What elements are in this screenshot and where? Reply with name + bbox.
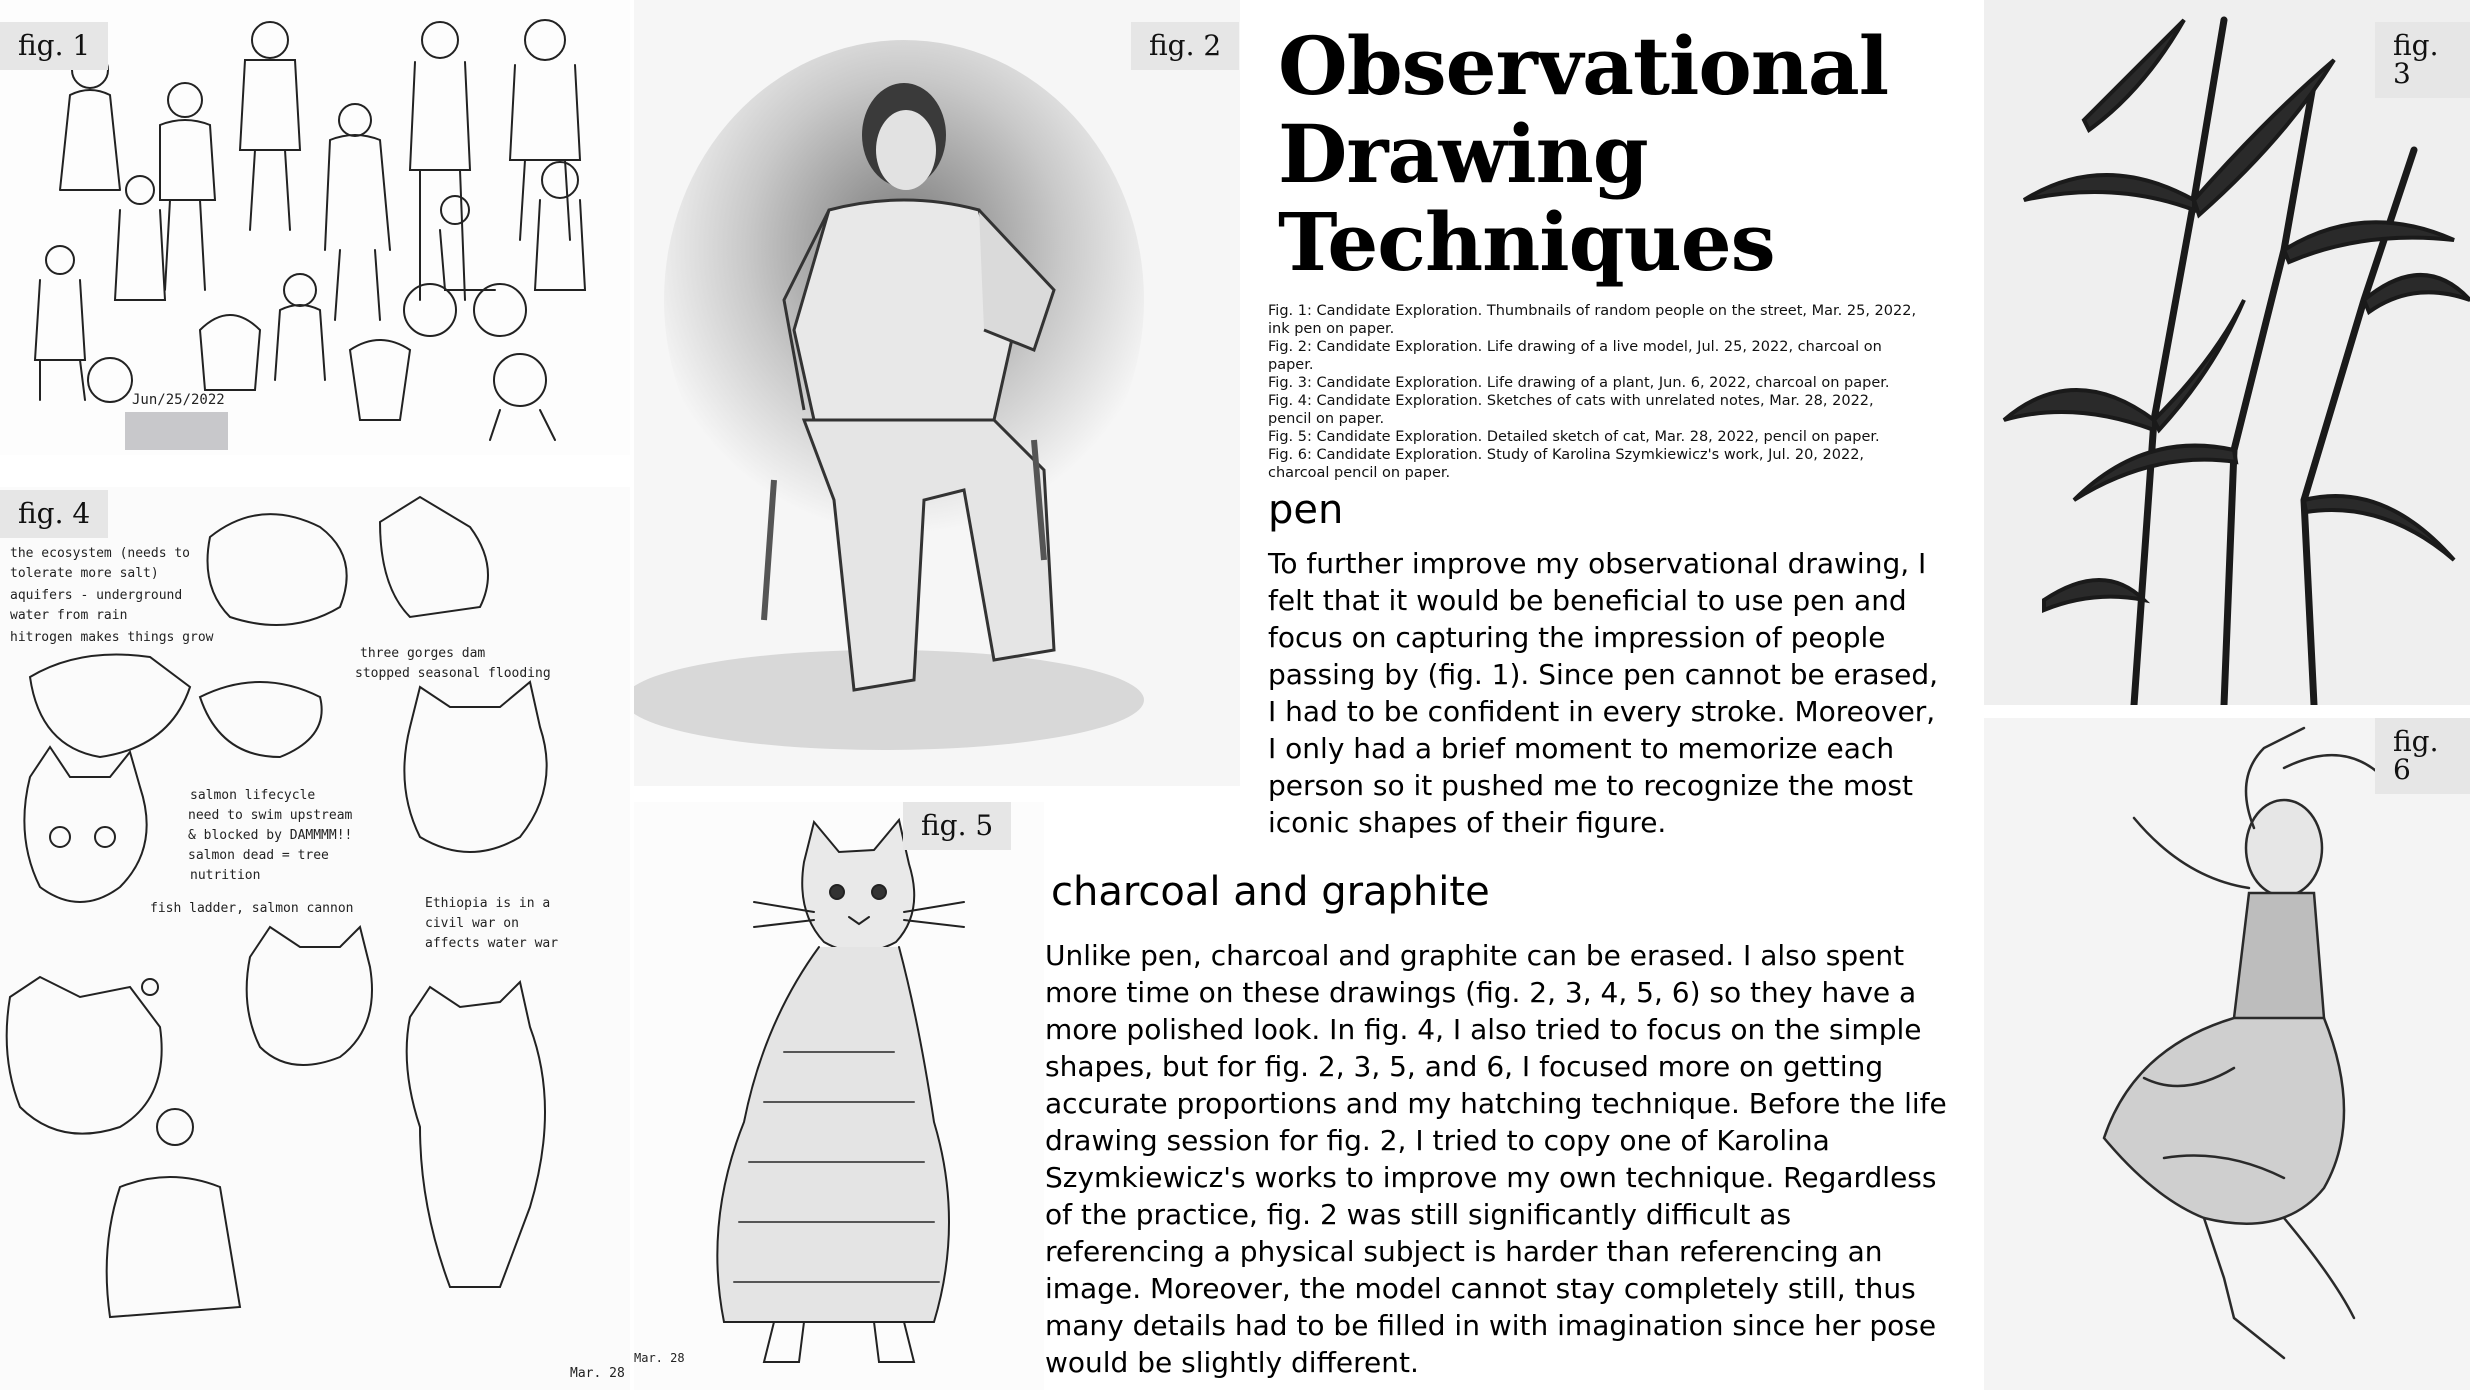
- fig4-note: nutrition: [190, 868, 261, 883]
- fig4-note: need to swim upstream: [188, 808, 353, 823]
- fig6-panel: [1984, 718, 2470, 1390]
- caption: Fig. 6: Candidate Exploration. Study of Karolina Szymkiewicz's work, Jul. 20, 2022, charcoal pencil on paper.: [1268, 447, 1865, 481]
- fig2-panel: [634, 0, 1240, 786]
- fig5-date-note: Mar. 28: [634, 1351, 685, 1365]
- fig5-label: fig. 5: [903, 802, 1011, 850]
- fig4-note: the ecosystem (needs to: [10, 546, 191, 561]
- caption: Fig. 2: Candidate Exploration. Life drawing of a live model, Jul. 25, 2022, charcoal on paper.: [1268, 339, 1882, 373]
- fig4-note: Ethiopia is in a: [425, 896, 551, 911]
- fig4-note: affects water war: [425, 936, 559, 951]
- fig4-note: tolerate more salt): [10, 566, 159, 581]
- fig4-note: aquifers - underground: [10, 588, 183, 603]
- title-line: Drawing: [1278, 107, 1648, 201]
- title-line: Observational: [1278, 19, 1889, 113]
- page-title: [1278, 19, 1889, 289]
- charcoal-heading: charcoal and graphite: [1051, 869, 1490, 915]
- caption: Fig. 4: Candidate Exploration. Sketches of cats with unrelated notes, Mar. 28, 2022, pencil on paper.: [1268, 393, 1874, 427]
- fig4-note: fish ladder, salmon cannon: [150, 901, 354, 916]
- fig4-note: civil war on: [425, 916, 519, 931]
- pen-body: To further improve my observational drawing, I felt that it would be beneficial to use pen and focus on capturing the impression of people passing by (fig. 1). Since pen cannot be erased, I had to be confident in every stroke. Moreover, I only had a brief moment to memorize each person so it pushed me to recognize the most iconic shapes of their figure.: [1268, 547, 1939, 839]
- fig4-panel: [0, 487, 630, 1390]
- pen-heading: pen: [1268, 487, 1344, 533]
- fig4-note: hitrogen makes things grow: [10, 630, 214, 645]
- fig3-drawing: [1984, 0, 2470, 705]
- fig2-label: fig. 2: [1131, 22, 1239, 70]
- fig4-note: & blocked by DAMMMM!!: [188, 828, 353, 843]
- fig4-note: salmon lifecycle: [190, 788, 316, 803]
- fig4-note: salmon dead = tree: [188, 848, 329, 863]
- charcoal-body: Unlike pen, charcoal and graphite can be erased. I also spent more time on these drawings (fig. 2, 3, 4, 5, 6) so they have a more polished look. In fig. 4, I also tried to focus on the simple shapes, but for fig. 2, 3, 5, and 6, I focused more on getting accurate proportions and my hatching technique. Before the life drawing session for fig. 2, I tried to copy one of Karolina Szymkiewicz's works to improve my own technique. Regardless of the practice, fig. 2 was still significantly difficult as referencing a physical subject is harder than referencing an image. Moreover, the model cannot stay completely still, thus many details had to be filled in with imagination since her pose would be slightly different.: [1045, 939, 1947, 1379]
- figure-captions: [1268, 302, 1918, 482]
- fig6-label: fig. 6: [2375, 718, 2470, 794]
- fig2-drawing: [634, 0, 1240, 786]
- fig4-note: stopped seasonal flooding: [355, 666, 551, 681]
- fig4-note: three gorges dam: [360, 646, 486, 661]
- fig5-drawing: [634, 802, 1044, 1390]
- caption: Fig. 3: Candidate Exploration. Life drawing of a plant, Jun. 6, 2022, charcoal on paper.: [1268, 375, 1890, 391]
- fig5-panel: [634, 802, 1044, 1390]
- caption: Fig. 1: Candidate Exploration. Thumbnails of random people on the street, Mar. 25, 2022, ink pen on paper.: [1268, 303, 1917, 337]
- fig6-drawing: [1984, 718, 2470, 1390]
- caption: Fig. 5: Candidate Exploration. Detailed sketch of cat, Mar. 28, 2022, pencil on paper.: [1268, 429, 1880, 445]
- fig4-sketch: [0, 487, 630, 1390]
- redaction-box: [125, 412, 228, 450]
- fig4-note: water from rain: [10, 608, 128, 623]
- fig3-label: fig. 3: [2375, 22, 2470, 98]
- fig4-label: fig. 4: [0, 490, 108, 538]
- fig3-panel: [1984, 0, 2470, 705]
- fig1-label: fig. 1: [0, 22, 108, 70]
- fig4-date-note: Mar. 28: [570, 1366, 625, 1381]
- fig1-date-note: Jun/25/2022: [132, 392, 225, 408]
- title-line: Techniques: [1278, 195, 1775, 289]
